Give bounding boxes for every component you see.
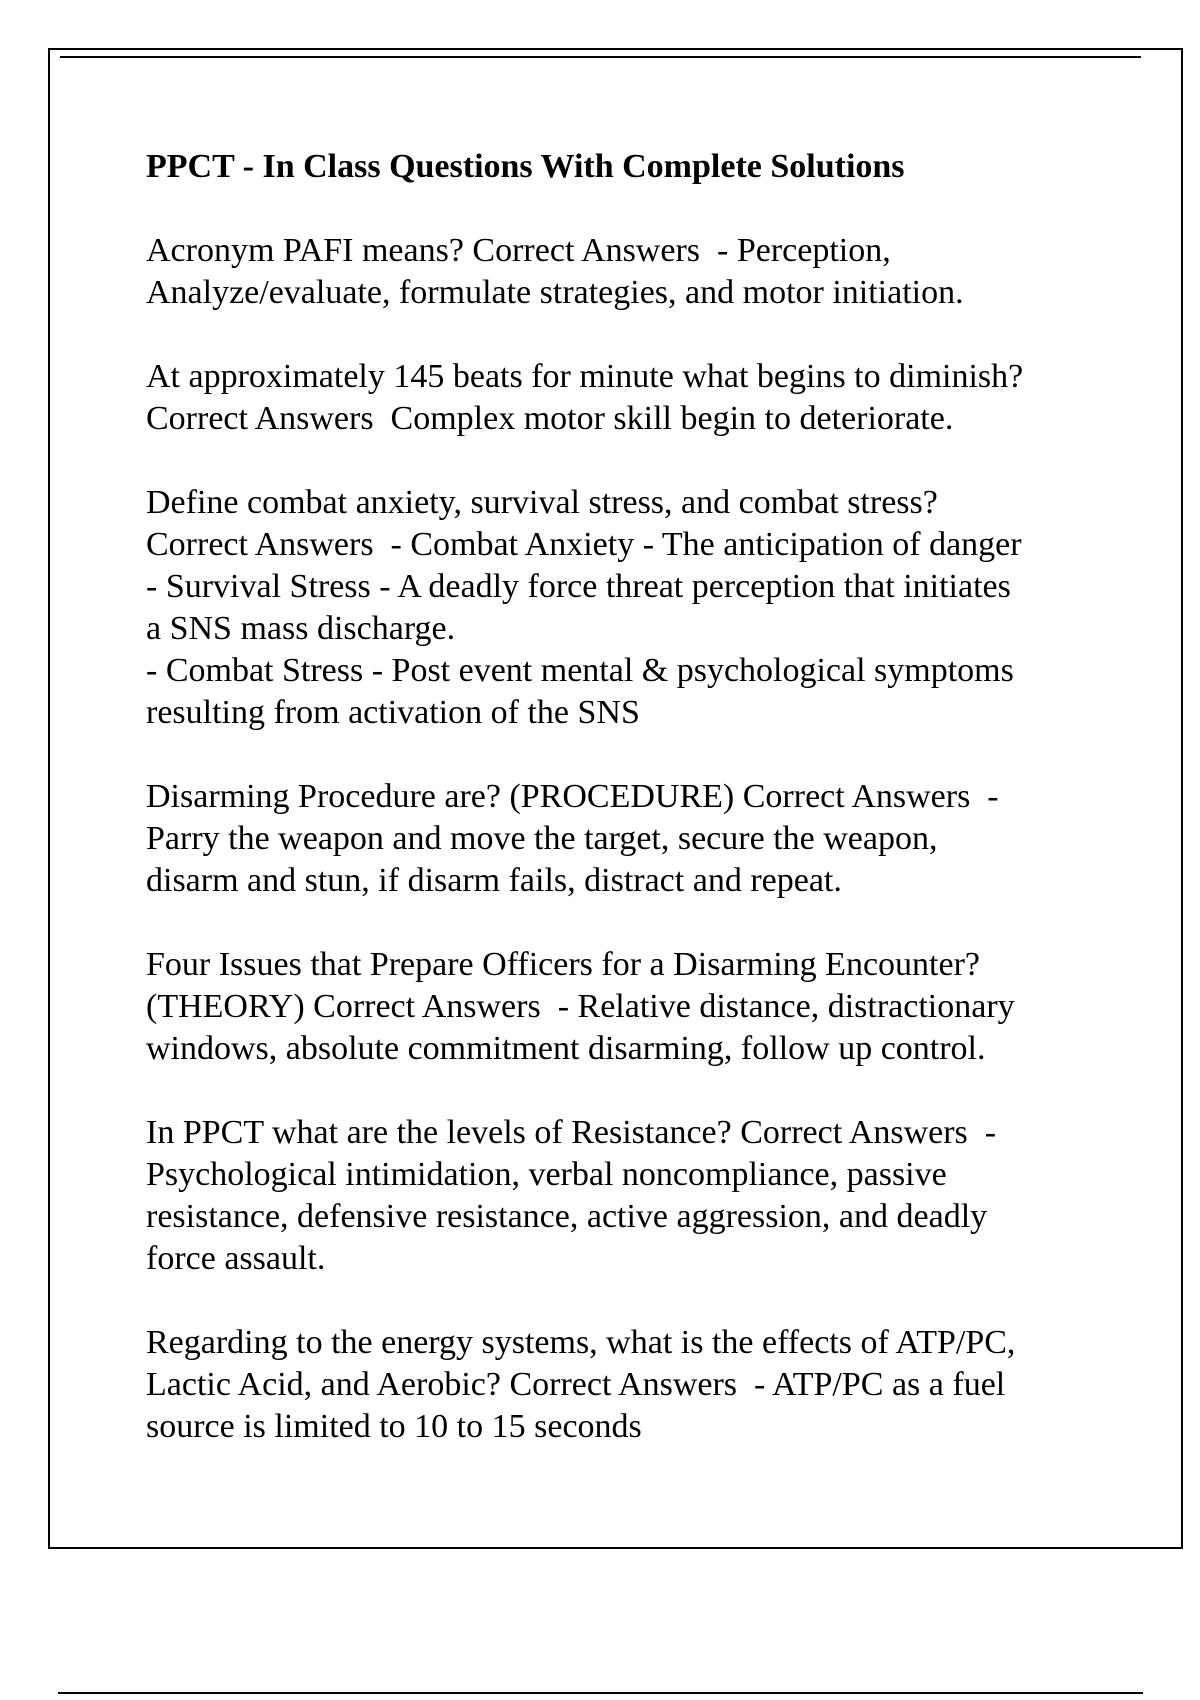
qa-line: Psychological intimidation, verbal noncompliance, passive	[146, 1156, 947, 1193]
qa-line: Analyze/evaluate, formulate strategies, and motor initiation.	[146, 274, 964, 311]
qa-block	[146, 1322, 1136, 1448]
page-frame	[48, 48, 1183, 1549]
qa-line: Parry the weapon and move the target, secure the weapon,	[146, 820, 938, 857]
qa-block	[146, 1112, 1136, 1280]
qa-line: Correct Answers Complex motor skill begin to deteriorate.	[146, 400, 954, 437]
qa-line: disarm and stun, if disarm fails, distract and repeat.	[146, 862, 842, 899]
document-body	[146, 146, 1136, 1490]
qa-line: Define combat anxiety, survival stress, and combat stress?	[146, 484, 938, 521]
qa-line: Lactic Acid, and Aerobic? Correct Answers - ATP/PC as a fuel	[146, 1366, 1006, 1403]
qa-block	[146, 482, 1136, 734]
qa-line: resistance, defensive resistance, active aggression, and deadly	[146, 1198, 988, 1235]
qa-block	[146, 356, 1136, 440]
qa-line: resulting from activation of the SNS	[146, 694, 640, 731]
qa-block	[146, 230, 1136, 314]
document-title: PPCT - In Class Questions With Complete Solutions	[146, 148, 905, 185]
qa-line: - Combat Stress - Post event mental & psychological symptoms	[146, 652, 1014, 689]
top-rule	[60, 56, 1141, 58]
qa-line: windows, absolute commitment disarming, follow up control.	[146, 1030, 986, 1067]
qa-line: At approximately 145 beats for minute what begins to diminish?	[146, 358, 1024, 395]
qa-line: Disarming Procedure are? (PROCEDURE) Correct Answers -	[146, 778, 999, 815]
bottom-rule	[58, 1692, 1143, 1694]
qa-line: In PPCT what are the levels of Resistance? Correct Answers -	[146, 1114, 997, 1151]
qa-line: (THEORY) Correct Answers - Relative distance, distractionary	[146, 988, 1015, 1025]
qa-line: a SNS mass discharge.	[146, 610, 456, 647]
qa-line: Acronym PAFI means? Correct Answers - Perception,	[146, 232, 891, 269]
qa-line: source is limited to 10 to 15 seconds	[146, 1408, 642, 1445]
qa-block	[146, 944, 1136, 1070]
qa-line: Correct Answers - Combat Anxiety - The anticipation of danger	[146, 526, 1022, 563]
qa-line: - Survival Stress - A deadly force threat perception that initiates	[146, 568, 1011, 605]
qa-line: Four Issues that Prepare Officers for a Disarming Encounter?	[146, 946, 980, 983]
qa-block	[146, 776, 1136, 902]
qa-line: Regarding to the energy systems, what is the effects of ATP/PC,	[146, 1324, 1016, 1361]
qa-line: force assault.	[146, 1240, 326, 1277]
